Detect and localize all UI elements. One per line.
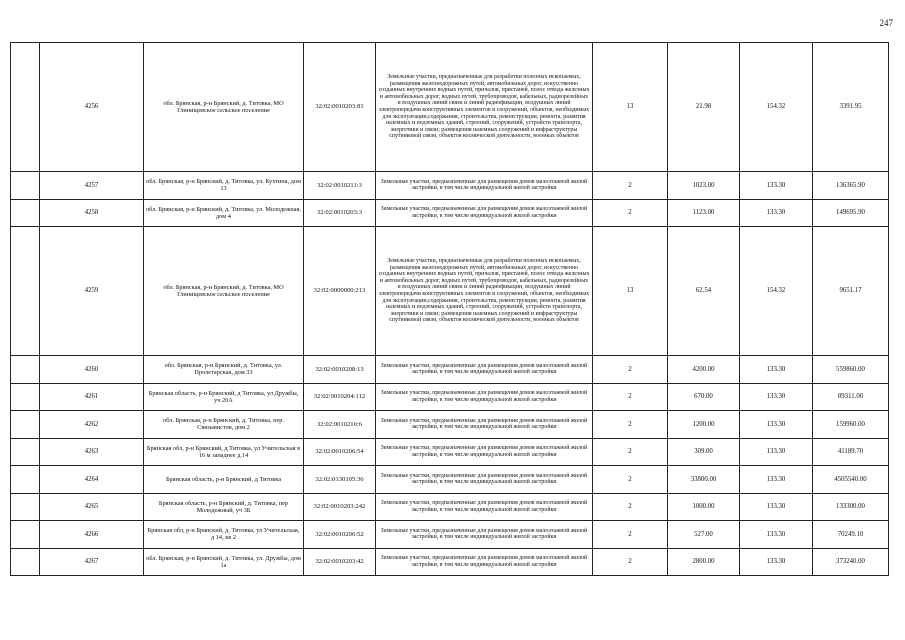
- table-body: [11, 43, 889, 576]
- row-number: 4264: [40, 466, 144, 494]
- row-number: 4258: [40, 199, 144, 227]
- land-use-cell: Земельные участки, предназначенные для размещения домов малоэтажной жилой застройки, в том числе индивидуальной жилой застройки: [376, 172, 593, 200]
- cadastral-number-cell: 32:02:0010203:3: [304, 199, 376, 227]
- address-cell: обл. Брянская, р-н Брянский, д. Титовка, ул. Пролетарская, дом 33: [144, 356, 304, 384]
- area-cell: 527.00: [668, 521, 740, 549]
- land-use-cell: Земельные участки, предназначенные для размещения домов малоэтажной жилой застройки, в том числе индивидуальной жилой застройки: [376, 466, 593, 494]
- land-registry-table: [10, 42, 889, 576]
- area-cell: 309.00: [668, 438, 740, 466]
- table-row: [11, 411, 889, 439]
- blank-cell: [11, 411, 40, 439]
- specific-value-cell: 133.30: [740, 493, 813, 521]
- cadastral-number-cell: 32:02:0010211:3: [304, 172, 376, 200]
- use-group-cell: 13: [593, 227, 668, 356]
- use-group-cell: 2: [593, 438, 668, 466]
- blank-cell: [11, 383, 40, 411]
- address-cell: обл. Брянская, р-н Брянский, д. Титовка, ул. Молодежная, дом 4: [144, 199, 304, 227]
- row-number: 4257: [40, 172, 144, 200]
- land-use-cell: Земельные участки, предназначенные для размещения домов малоэтажной жилой застройки, в том числе индивидуальной жилой застройки: [376, 493, 593, 521]
- land-use-cell: Земельные участки, предназначенные для размещения домов малоэтажной жилой застройки, в том числе индивидуальной жилой застройки: [376, 383, 593, 411]
- land-use-cell: Земельные участки, предназначенные для размещения домов малоэтажной жилой застройки, в том числе индивидуальной жилой застройки: [376, 199, 593, 227]
- specific-value-cell: 133.30: [740, 172, 813, 200]
- page-number: 247: [879, 18, 893, 28]
- cadastral-number-cell: 32:02:0010203:81: [304, 43, 376, 172]
- row-number: 4260: [40, 356, 144, 384]
- address-cell: Брянская обл, р-н Брянский, д. Титовка, ул Учительская, д 14, кв 2: [144, 521, 304, 549]
- cadastral-number-cell: 32:02:0010203:42: [304, 548, 376, 576]
- land-use-cell: Земельные участки, предназначенные для размещения домов малоэтажной жилой застройки, в том числе индивидуальной жилой застройки: [376, 356, 593, 384]
- cadastral-value-cell: 9651.17: [813, 227, 889, 356]
- use-group-cell: 2: [593, 466, 668, 494]
- specific-value-cell: 154.32: [740, 227, 813, 356]
- specific-value-cell: 133.30: [740, 438, 813, 466]
- blank-cell: [11, 493, 40, 521]
- table-row: [11, 466, 889, 494]
- table-row: [11, 43, 889, 172]
- land-use-cell: Земельные участки, предназначенные для размещения домов малоэтажной жилой застройки, в том числе индивидуальной жилой застройки: [376, 548, 593, 576]
- cadastral-number-cell: 32:02:0010204:112: [304, 383, 376, 411]
- cadastral-number-cell: 32:02:0010203:242: [304, 493, 376, 521]
- use-group-cell: 13: [593, 43, 668, 172]
- specific-value-cell: 133.30: [740, 466, 813, 494]
- use-group-cell: 2: [593, 356, 668, 384]
- blank-cell: [11, 199, 40, 227]
- specific-value-cell: 154.32: [740, 43, 813, 172]
- cadastral-value-cell: 4505540.00: [813, 466, 889, 494]
- cadastral-number-cell: 32:02:0010210:6: [304, 411, 376, 439]
- area-cell: 33800.00: [668, 466, 740, 494]
- specific-value-cell: 133.30: [740, 411, 813, 439]
- area-cell: 1123.00: [668, 199, 740, 227]
- specific-value-cell: 133.30: [740, 383, 813, 411]
- blank-cell: [11, 227, 40, 356]
- blank-cell: [11, 466, 40, 494]
- table-row: [11, 438, 889, 466]
- area-cell: 1200.00: [668, 411, 740, 439]
- cadastral-value-cell: 559860.00: [813, 356, 889, 384]
- land-use-cell: Земельные участки, предназначенные для размещения домов малоэтажной жилой застройки, в том числе индивидуальной жилой застройки: [376, 411, 593, 439]
- row-number: 4256: [40, 43, 144, 172]
- cadastral-number-cell: 32:02:0000000:213: [304, 227, 376, 356]
- area-cell: 62.54: [668, 227, 740, 356]
- cadastral-value-cell: 159960.00: [813, 411, 889, 439]
- blank-cell: [11, 172, 40, 200]
- blank-cell: [11, 43, 40, 172]
- table-row: [11, 227, 889, 356]
- cadastral-value-cell: 136365.90: [813, 172, 889, 200]
- table-row: [11, 172, 889, 200]
- land-use-cell: Земельные участки, предназначенные для разработки полезных ископаемых, размещения железнодорожных путей, автомобильных дорог, искусственно созданных внутренних водных путей, причалов, пристаней, полос отвода железных и автомобильных дорог, водных путей, трубопроводов, кабельных, радиорелейных и воздушных линий связи и линий радиофикации, воздушных линий электропередачи конструктивных элементов и сооружений, объектов, необходимых для эксплуатации,содержания, строительства, реконструкции, ремонта, развития наземных и подземных зданий, строений, сооружений, устройств транспорта, энергетики и связи; размещения наземных сооружений и инфраструктуры спутниковой связи, объектов космической деятельности, военных объектов: [376, 43, 593, 172]
- table-row: [11, 199, 889, 227]
- specific-value-cell: 133.30: [740, 199, 813, 227]
- address-cell: Брянская область, р-н Брянский, д. Титовка, пер Молодежный, уч 3Б: [144, 493, 304, 521]
- table-row: [11, 383, 889, 411]
- cadastral-number-cell: 32:02:0010206:54: [304, 438, 376, 466]
- use-group-cell: 2: [593, 411, 668, 439]
- cadastral-number-cell: 32:02:0130105:36: [304, 466, 376, 494]
- address-cell: Брянская обл, р-н Брянский, д Титовка, ул Учительская в 16 м западнее д.14: [144, 438, 304, 466]
- blank-cell: [11, 438, 40, 466]
- row-number: 4259: [40, 227, 144, 356]
- cadastral-number-cell: 32:02:0010208:13: [304, 356, 376, 384]
- cadastral-value-cell: 373240.00: [813, 548, 889, 576]
- address-cell: Брянская область, р-н Брянский, д Титовка: [144, 466, 304, 494]
- address-cell: Брянская область, р-н Брянский, д Титовка, ул Дружбы, уч 20А: [144, 383, 304, 411]
- row-number: 4266: [40, 521, 144, 549]
- land-use-cell: Земельные участки, предназначенные для разработки полезных ископаемых, размещения железнодорожных путей, автомобильных дорог, искусственно созданных внутренних водных путей, причалов, пристаней, полос отвода железных и автомобильных дорог, водных путей, трубопроводов, кабельных, радиорелейных и воздушных линий связи и линий радиофикации, воздушных линий электропередачи конструктивных элементов и сооружений, объектов, необходимых для эксплуатации,содержания, строительства, реконструкции, ремонта, развития наземных и подземных зданий, строений, сооружений, устройств транспорта, энергетики и связи; размещения наземных сооружений и инфраструктуры спутниковой связи, объектов космической деятельности, военных объектов: [376, 227, 593, 356]
- use-group-cell: 2: [593, 172, 668, 200]
- address-cell: обл. Брянская, р-н Брянский, д. Титовка, ул. Кухтина, дом 13: [144, 172, 304, 200]
- row-number: 4262: [40, 411, 144, 439]
- address-cell: обл. Брянская, р-н Брянский, д. Титовка, пер. Связывистов, дом 2: [144, 411, 304, 439]
- table-row: [11, 548, 889, 576]
- cadastral-value-cell: 133300.00: [813, 493, 889, 521]
- cadastral-number-cell: 32:02:0010206:52: [304, 521, 376, 549]
- cadastral-value-cell: 41189.70: [813, 438, 889, 466]
- cadastral-value-cell: 3391.95: [813, 43, 889, 172]
- row-number: 4261: [40, 383, 144, 411]
- blank-cell: [11, 356, 40, 384]
- address-cell: обл. Брянская, р-н Брянский, д. Титовка, МО Глинищевское сельское поселение: [144, 43, 304, 172]
- address-cell: обл. Брянская, р-н Брянский, д. Титовка, МО Глинищевское сельское поселение: [144, 227, 304, 356]
- table-row: [11, 521, 889, 549]
- use-group-cell: 2: [593, 521, 668, 549]
- land-use-cell: Земельные участки, предназначенные для размещения домов малоэтажной жилой застройки, в том числе индивидуальной жилой застройки: [376, 521, 593, 549]
- use-group-cell: 2: [593, 199, 668, 227]
- row-number: 4263: [40, 438, 144, 466]
- area-cell: 670.00: [668, 383, 740, 411]
- specific-value-cell: 133.30: [740, 521, 813, 549]
- row-number: 4265: [40, 493, 144, 521]
- use-group-cell: 2: [593, 383, 668, 411]
- specific-value-cell: 133.30: [740, 356, 813, 384]
- cadastral-value-cell: 70249.10: [813, 521, 889, 549]
- land-use-cell: Земельные участки, предназначенные для размещения домов малоэтажной жилой застройки, в том числе индивидуальной жилой застройки: [376, 438, 593, 466]
- area-cell: 21.98: [668, 43, 740, 172]
- area-cell: 4200.00: [668, 356, 740, 384]
- use-group-cell: 2: [593, 493, 668, 521]
- cadastral-value-cell: 149695.90: [813, 199, 889, 227]
- row-number: 4267: [40, 548, 144, 576]
- area-cell: 2800.00: [668, 548, 740, 576]
- table-row: [11, 493, 889, 521]
- blank-cell: [11, 521, 40, 549]
- address-cell: обл. Брянская, р-н Брянский, д. Титовка, ул. Дружбы, дом 1а: [144, 548, 304, 576]
- area-cell: 1000.00: [668, 493, 740, 521]
- table-row: [11, 356, 889, 384]
- use-group-cell: 2: [593, 548, 668, 576]
- blank-cell: [11, 548, 40, 576]
- area-cell: 1023.00: [668, 172, 740, 200]
- specific-value-cell: 133.30: [740, 548, 813, 576]
- cadastral-value-cell: 89311.00: [813, 383, 889, 411]
